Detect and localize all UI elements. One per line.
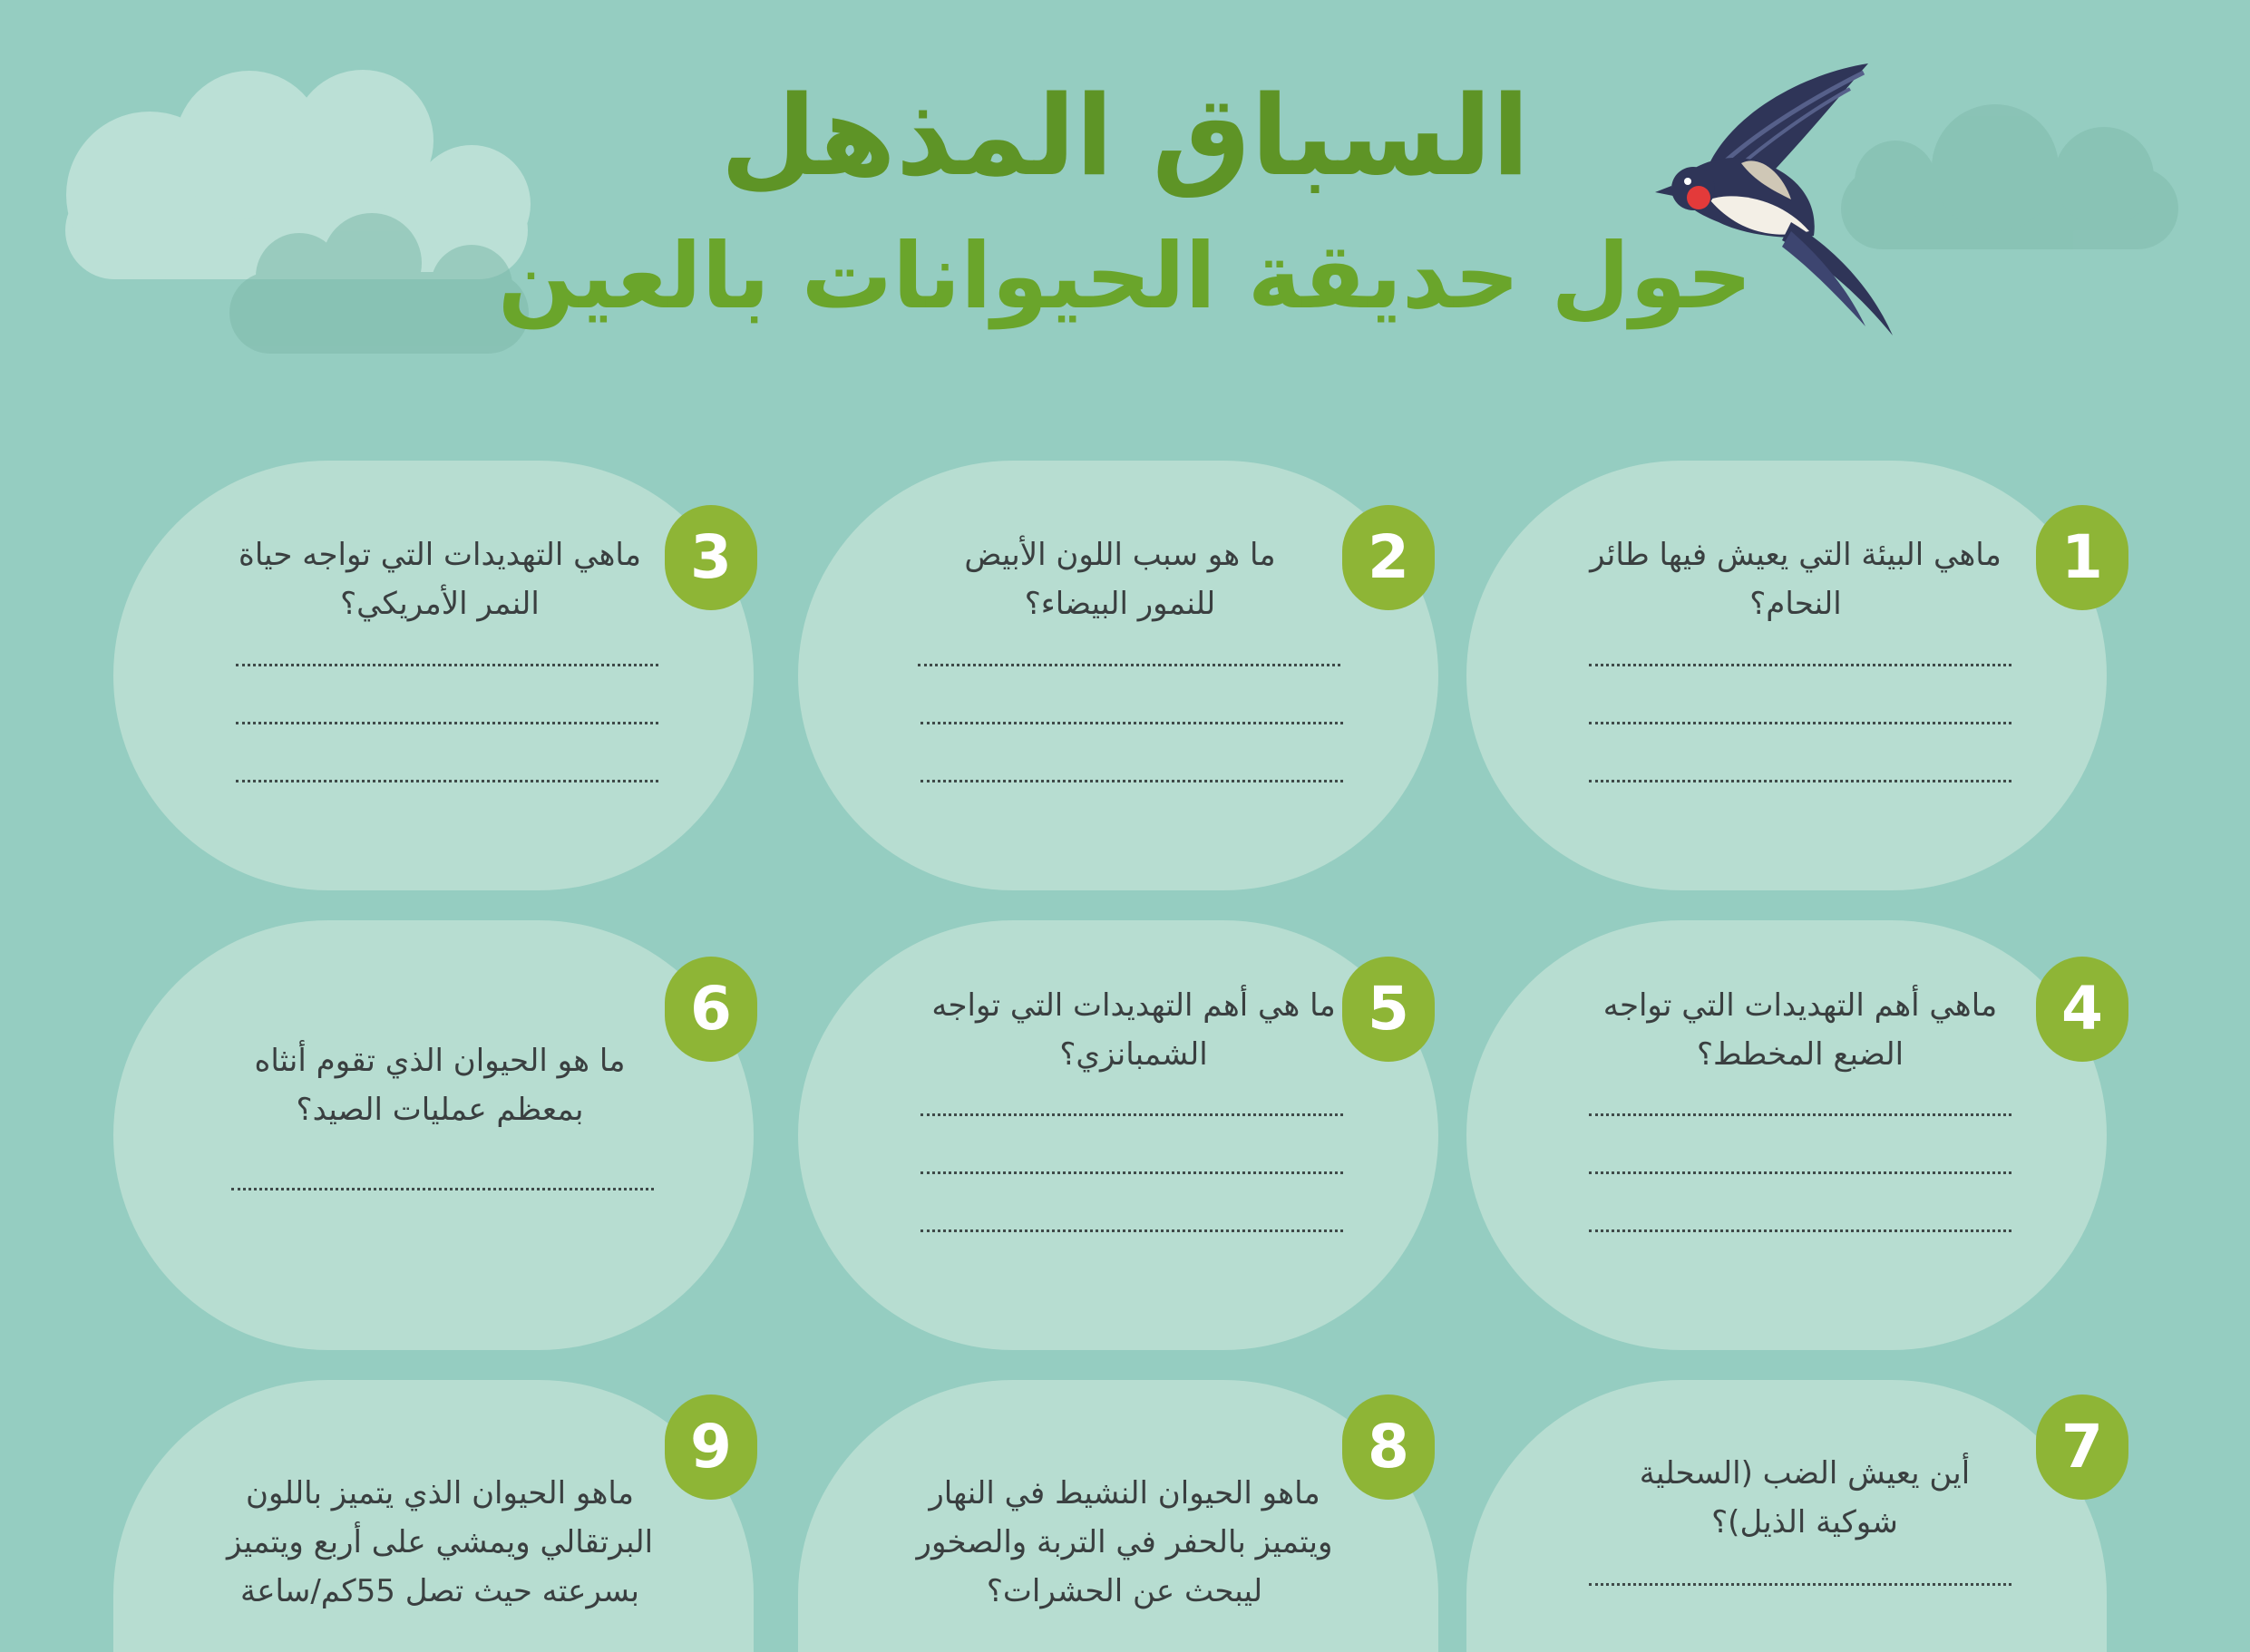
question-number-badge: 8 — [1342, 1394, 1435, 1500]
question-text: ماهي البيئة التي يعيش فيها طائر النحام؟ — [1590, 537, 2002, 622]
question-text: ماهي أهم التهديدات التي تواجه الضبع المخطط؟ — [1602, 987, 1998, 1073]
question-number-badge: 7 — [2036, 1394, 2128, 1500]
question-text: ماهو الحيوان النشيط في النهار ويتميز بالحفر في التربة والصخور ليبحث عن الحشرات؟ — [916, 1475, 1333, 1609]
answer-line[interactable] — [920, 1171, 1343, 1174]
question-text: ما هو الحيوان الذي تقوم أنثاه بمعظم عمليات الصيد؟ — [254, 1043, 626, 1128]
answer-line[interactable] — [236, 780, 658, 782]
answer-line[interactable] — [920, 722, 1343, 724]
answer-line[interactable] — [920, 1113, 1343, 1116]
question-number-badge: 4 — [2036, 957, 2128, 1062]
answer-line[interactable] — [1589, 722, 2011, 724]
question-card-2 — [798, 461, 1438, 890]
answer-line[interactable] — [1589, 1583, 2011, 1586]
page-title: السباق المذهل — [720, 72, 1530, 200]
question-number-badge: 1 — [2036, 505, 2128, 610]
question-number-badge: 9 — [665, 1394, 757, 1500]
swallow-bird-icon — [1655, 54, 1918, 345]
answer-line[interactable] — [236, 664, 658, 666]
question-card-1 — [1466, 461, 2107, 890]
question-text: ما هي أهم التهديدات التي تواجه الشمبانزي؟ — [931, 987, 1336, 1073]
question-card-6 — [113, 920, 754, 1350]
answer-line[interactable] — [920, 1229, 1343, 1232]
answer-line[interactable] — [920, 780, 1343, 782]
answer-line[interactable] — [918, 664, 1340, 666]
question-number-badge: 6 — [665, 957, 757, 1062]
answer-line[interactable] — [1589, 1171, 2011, 1174]
question-number-badge: 2 — [1342, 505, 1435, 610]
question-number-badge: 3 — [665, 505, 757, 610]
answer-line[interactable] — [231, 1188, 654, 1190]
answer-line[interactable] — [1589, 1229, 2011, 1232]
question-text: ما هو سبب اللون الأبيض للنمور البيضاء؟ — [964, 537, 1276, 622]
question-text: أين يعيش الضب (السحلية شوكية الذيل)؟ — [1639, 1455, 1971, 1540]
question-card-3 — [113, 461, 754, 890]
question-number-badge: 5 — [1342, 957, 1435, 1062]
answer-line[interactable] — [1589, 1113, 2011, 1116]
answer-line[interactable] — [236, 722, 658, 724]
page-subtitle: حول حديقة الحيوانات بالعين — [497, 223, 1753, 329]
question-text: ماهو الحيوان الذي يتميز باللون البرتقالي ويمشي على أربع ويتميز بسرعته حيث تصل 55كم/ساعة — [226, 1475, 654, 1609]
answer-line[interactable] — [1589, 780, 2011, 782]
question-text: ماهي التهديدات التي تواجه حياة النمر الأمريكي؟ — [239, 537, 641, 622]
answer-line[interactable] — [1589, 664, 2011, 666]
